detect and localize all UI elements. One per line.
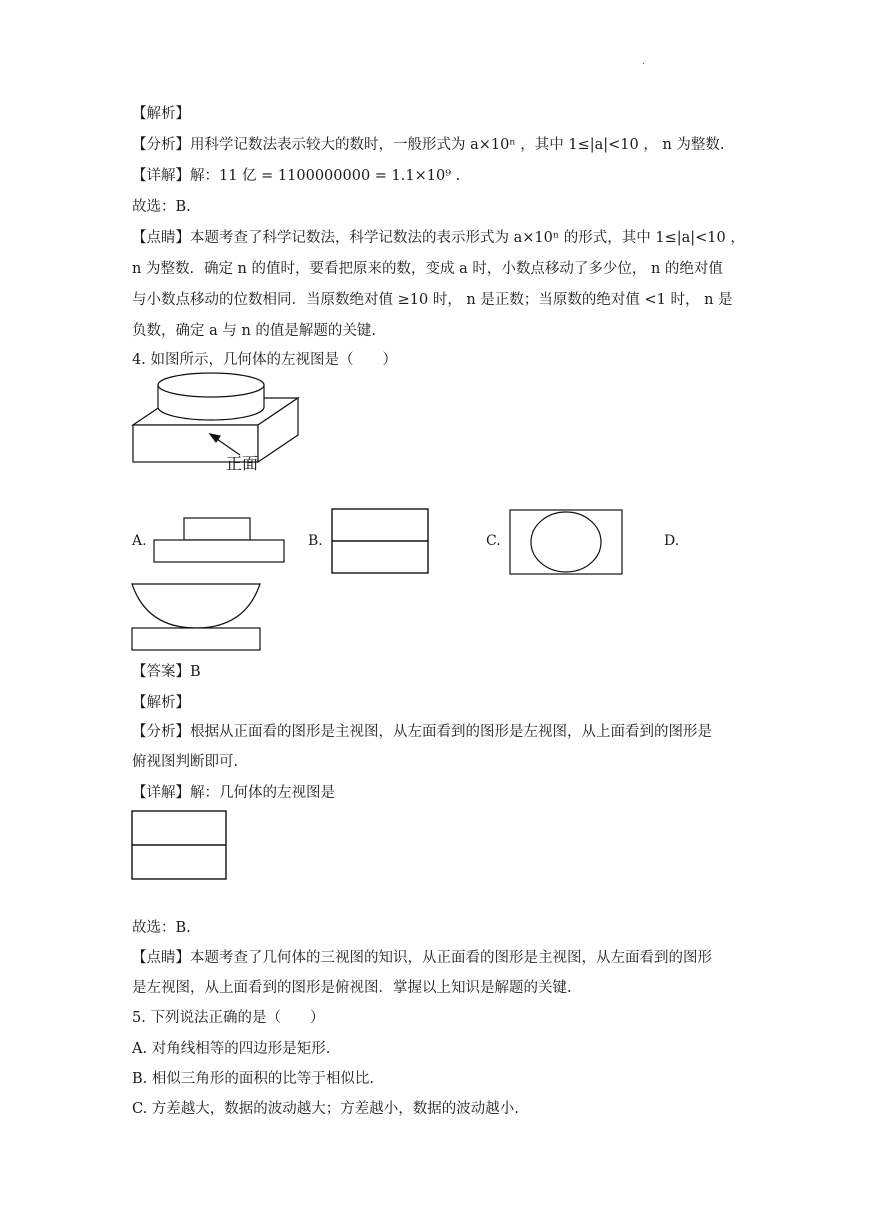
option-a-label: A. bbox=[132, 533, 147, 549]
option-c-label: C. bbox=[486, 533, 501, 549]
option-b-figure bbox=[330, 507, 440, 577]
q5-option-a: A. 对角线相等的四边形是矩形. bbox=[132, 1041, 331, 1057]
q3-xiangjie: 【详解】解：11 亿 = 1100000000 = 1.1×10⁹ . bbox=[132, 168, 461, 184]
q3-dianjing-line-4: 负数，确定 a 与 n 的值是解题的关键. bbox=[132, 323, 377, 339]
option-a-figure bbox=[152, 516, 312, 566]
q5-option-c: C. 方差越大，数据的波动越大；方差越小，数据的波动越小. bbox=[132, 1101, 519, 1117]
q4-answer-figure bbox=[130, 809, 230, 881]
option-d-figure bbox=[130, 582, 270, 654]
q5-option-b: B. 相似三角形的面积的比等于相似比. bbox=[132, 1071, 374, 1087]
q5-stem: 5. 下列说法正确的是（ ） bbox=[132, 1010, 325, 1026]
q4-stem: 4. 如图所示，几何体的左视图是（ ） bbox=[132, 352, 397, 368]
q4-solid-figure bbox=[128, 373, 308, 473]
option-b-label: B. bbox=[308, 533, 323, 549]
q4-fenxi-line-2: 俯视图判断即可. bbox=[132, 754, 239, 770]
q3-dianjing-line-3: 与小数点移动的位数相同．当原数绝对值 ≥10 时， n 是正数；当原数的绝对值 <1 时， n 是 bbox=[132, 292, 733, 308]
option-d-label: D. bbox=[664, 533, 680, 549]
q3-fenxi: 【分析】用科学记数法表示较大的数时，一般形式为 a×10ⁿ ，其中 1≤|a|<10 ， n 为整数. bbox=[132, 137, 725, 153]
q4-dianjing-line-1: 【点睛】本题考查了几何体的三视图的知识，从正面看的图形是主视图，从左面看到的图形 bbox=[132, 950, 712, 966]
q4-answer: 【答案】B bbox=[132, 664, 201, 680]
q3-dianjing-line-1: 【点睛】本题考查了科学记数法，科学记数法的表示形式为 a×10ⁿ 的形式，其中 1≤|a|<10 ， bbox=[132, 230, 745, 246]
q4-dianjing-line-2: 是左视图，从上面看到的图形是俯视图．掌握以上知识是解题的关键. bbox=[132, 980, 572, 996]
corner-mark: . bbox=[642, 56, 646, 67]
q4-answer-choice: 故选：B. bbox=[132, 920, 191, 936]
q4-xiangjie: 【详解】解：几何体的左视图是 bbox=[132, 785, 335, 801]
option-c-figure bbox=[508, 508, 628, 578]
q3-jiexi-heading: 【解析】 bbox=[132, 106, 190, 122]
q3-answer-choice: 故选：B. bbox=[132, 199, 191, 215]
front-view-label: 正面 bbox=[226, 454, 259, 473]
q4-jiexi-heading: 【解析】 bbox=[132, 695, 190, 711]
q3-dianjing-line-2: n 为整数．确定 n 的值时，要看把原来的数，变成 a 时，小数点移动了多少位， n 的绝对值 bbox=[132, 261, 723, 277]
q4-fenxi-line-1: 【分析】根据从正面看的图形是主视图，从左面看到的图形是左视图，从上面看到的图形是 bbox=[132, 724, 712, 740]
cylinder-top bbox=[158, 373, 264, 397]
